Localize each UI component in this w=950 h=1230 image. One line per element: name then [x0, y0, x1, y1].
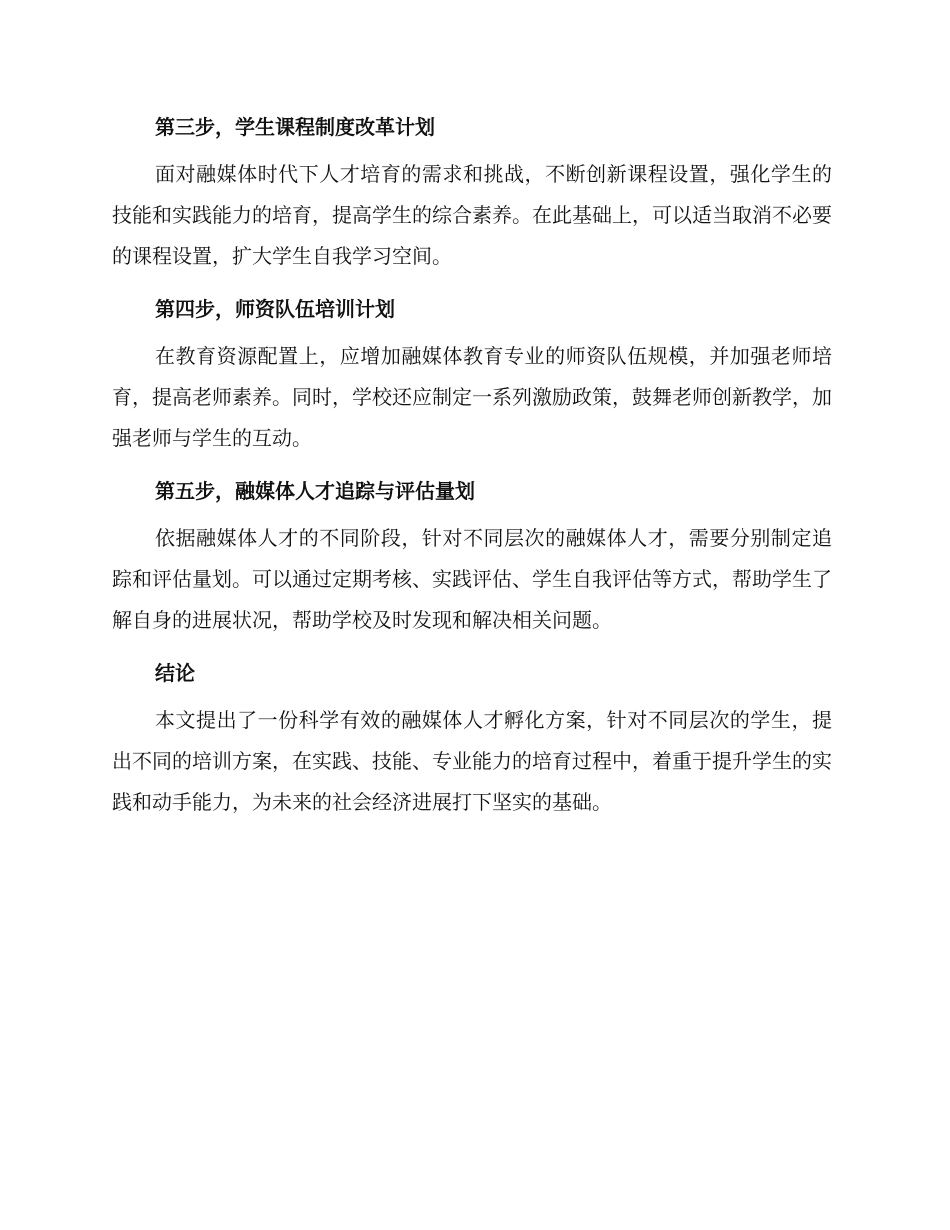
- section-heading: 第三步，学生课程制度改革计划: [155, 115, 435, 139]
- section-paragraph: 本文提出了一份科学有效的融媒体人才孵化方案，针对不同层次的学生，提出不同的培训方案，在实践、技能、专业能力的培育过程中，着重于提升学生的实践和动手能力，为未来的社会经济进展打下坚实的基础。: [112, 708, 832, 814]
- section-conclusion: [112, 654, 832, 823]
- section-heading: 第五步，融媒体人才追踪与评估量划: [155, 479, 475, 503]
- section-step-three: [112, 108, 832, 277]
- section-heading: 第四步，师资队伍培训计划: [155, 297, 395, 321]
- section-paragraph: 面对融媒体时代下人才培育的需求和挑战，不断创新课程设置，强化学生的技能和实践能力的培育，提高学生的综合素养。在此基础上，可以适当取消不必要的课程设置，扩大学生自我学习空间。: [112, 162, 832, 268]
- section-heading: 结论: [155, 661, 195, 685]
- section-step-four: [112, 290, 832, 459]
- section-paragraph: 在教育资源配置上，应增加融媒体教育专业的师资队伍规模，并加强老师培育，提高老师素养。同时，学校还应制定一系列激励政策，鼓舞老师创新教学，加强老师与学生的互动。: [112, 344, 832, 450]
- section-paragraph: 依据融媒体人才的不同阶段，针对不同层次的融媒体人才，需要分别制定追踪和评估量划。可以通过定期考核、实践评估、学生自我评估等方式，帮助学生了解自身的进展状况，帮助学校及时发现和解决相关问题。: [112, 526, 832, 632]
- section-step-five: [112, 472, 832, 641]
